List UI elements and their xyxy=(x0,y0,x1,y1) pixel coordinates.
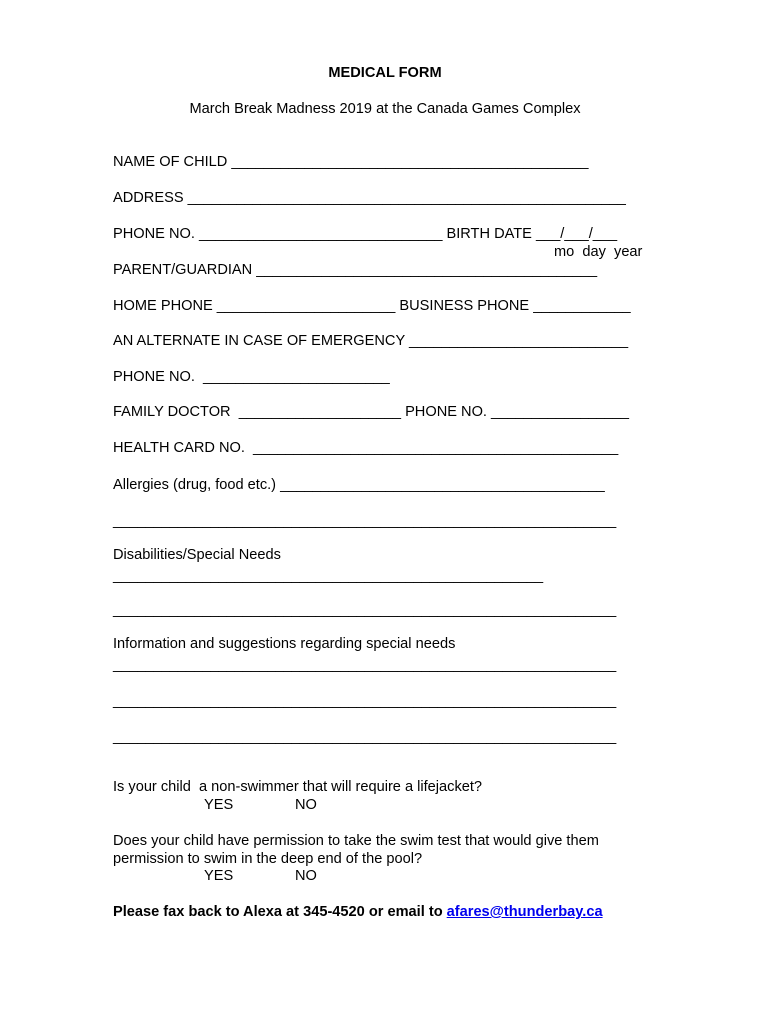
allergies-field[interactable]: Allergies (drug, food etc.) ________________________________________ xyxy=(113,477,605,493)
footer-instructions xyxy=(113,903,603,921)
info-line-3[interactable]: ______________________________________________________________ xyxy=(113,729,617,745)
swim-test-question-line-2: permission to swim in the deep end of the pool? xyxy=(113,851,423,867)
lifejacket-no-option[interactable]: NO xyxy=(295,797,317,813)
form-title: MEDICAL FORM xyxy=(328,65,442,81)
swim-test-question-line-1: Does your child have permission to take the swim test that would give them xyxy=(113,833,599,849)
info-line-2[interactable]: ______________________________________________________________ xyxy=(113,693,617,709)
date-format-hint: mo day year xyxy=(554,244,643,260)
info-line-1[interactable]: ______________________________________________________________ xyxy=(113,657,617,673)
footer-text: Please fax back to Alexa at 345-4520 or email to xyxy=(113,904,447,920)
lifejacket-question: Is your child a non-swimmer that will require a lifejacket? xyxy=(113,779,483,795)
home-business-phone-field[interactable]: HOME PHONE ______________________ BUSINESS PHONE ____________ xyxy=(113,298,631,314)
lifejacket-yes-option[interactable]: YES xyxy=(204,797,234,813)
info-label: Information and suggestions regarding special needs xyxy=(113,636,456,652)
family-doctor-field[interactable]: FAMILY DOCTOR ____________________ PHONE NO. _________________ xyxy=(113,404,630,420)
disabilities-line-1[interactable]: _____________________________________________________ xyxy=(113,568,544,584)
allergies-line-2[interactable]: ______________________________________________________________ xyxy=(113,513,617,529)
parent-guardian-field[interactable]: PARENT/GUARDIAN __________________________________________ xyxy=(113,262,598,278)
health-card-field[interactable]: HEALTH CARD NO. _____________________________________________ xyxy=(113,440,619,456)
name-of-child-field[interactable]: NAME OF CHILD ____________________________________________ xyxy=(113,154,589,170)
phone-birth-date-field[interactable]: PHONE NO. ______________________________ BIRTH DATE ___/___/___ xyxy=(113,226,618,242)
alternate-emergency-field[interactable]: AN ALTERNATE IN CASE OF EMERGENCY ___________________________ xyxy=(113,333,629,349)
address-field[interactable]: ADDRESS ______________________________________________________ xyxy=(113,190,626,206)
disabilities-line-2[interactable]: ______________________________________________________________ xyxy=(113,602,617,618)
swim-test-no-option[interactable]: NO xyxy=(295,868,317,884)
alternate-phone-field[interactable]: PHONE NO. _______________________ xyxy=(113,369,390,385)
swim-test-yes-option[interactable]: YES xyxy=(204,868,234,884)
footer-email-link[interactable]: afares@thunderbay.ca xyxy=(446,904,603,920)
form-subtitle: March Break Madness 2019 at the Canada Games Complex xyxy=(189,101,581,117)
disabilities-label: Disabilities/Special Needs xyxy=(113,547,281,563)
